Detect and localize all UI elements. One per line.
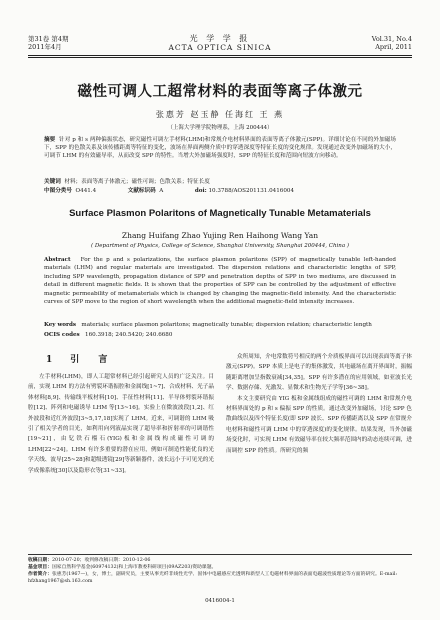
paper-title-en: Surface Plasmon Polaritons of Magnetically Tunable Metamaterials — [69, 208, 371, 219]
header-rule — [28, 55, 412, 56]
footnote-label: 基金项目： — [28, 564, 52, 570]
journal-name-en: ACTA OPTICA SINICA — [168, 43, 272, 52]
journal-name-cn: 光 学 学 报 — [189, 34, 251, 43]
footnote-text: 2010-07-20；收到修改稿日期：2010-12-06 — [52, 558, 151, 563]
body-left-column — [28, 372, 214, 476]
doi-value: 10.3788/AOS201131.0416004 — [208, 188, 295, 194]
ocis-codes — [44, 331, 396, 339]
abstract-en-label: Abstract — [44, 257, 71, 263]
doc-label: 文献标识码 — [127, 188, 156, 194]
abstract-cn-text: 针对 p 和 s 两种偏振状态，研究磁性可调左手材料(LHM)和常规介电材料界面的表面等离子体激元(SPP)。详细讨论在不同的外加磁场下，SPP 的色散关系及该传播距离等特征的变化，波场在界面两侧介质中的穿透深度等特征长度的变化规律。发现通过改变外加磁场的大小，可调节 LHM 的有效磁导率，从而改变 SPP 的特性。当增大外加磁场强度时，SPP 的特征长度和范围向短波方向移动。 — [44, 137, 396, 160]
footnote-text: 张惠芳(1967—)，女，博士，副研究员，主要从事光纤非线性光学、固体中电磁感应光透明和新型人工电磁材料界面的表面电磁波性质理论等方面的研究。E-mail: hfzhang1967@sh.163.com — [28, 572, 398, 584]
footnotes — [28, 557, 412, 585]
doi-label: doi: — [194, 188, 207, 194]
affiliation-cn: （上海大学理学院物理系，上海 200444） — [167, 125, 273, 131]
section-title: 引 言 — [70, 355, 116, 365]
ocis-text: 160.3918; 240.5420; 240.6680 — [85, 332, 173, 338]
footnote-funding — [28, 564, 412, 571]
footnote-text: 国家自然科学基金(60974132)和上海市教委科研项目(09AZ203)资助课题。 — [52, 565, 217, 570]
abstract-cn — [44, 136, 396, 161]
body-paragraph: 众所周知，介电常数符号相反的两个介质板界面可以出现表面等离子体激元(SPP)。SPP 本质上是电子的集体激发，其电磁场在离开界面时，振幅随距离增加呈指数衰减[34,35]。SPP 有许多潜在的应用领域，如亚波长光学、数据存储、光激发、显微术和生物光子学等[36~38]。 — [226, 354, 412, 392]
authors-cn: 张惠芳 赵玉静 任海红 王 燕 — [155, 110, 285, 119]
clc-value: O441.4 — [75, 188, 97, 194]
body-right-column — [226, 352, 412, 456]
abstract-en — [44, 256, 396, 306]
keywords-en-text: materials; surface plasmon polaritons; magnetically tunable; dispersion relation; characteristic length — [81, 322, 372, 328]
header-right — [372, 35, 412, 51]
page-number: 0416004-1 — [205, 598, 235, 604]
clc-label: 中图分类号 — [44, 188, 72, 194]
keywords-en-label: Key words — [44, 322, 77, 328]
body-paragraph: 本文主要研究由 YIG 板和金属线组成的磁性可调的 LHM 和常规介电材料界面处的 p 和 s 偏振 SPP 的性质。通过改变外加磁场，讨论 SPP 色散曲线以及四个特征长度(即 SPP 波长、SPP 传播距离以及 SPP 在常规介电材料和磁性可调 LHM 中的穿透深度)的变化规律。结果发现，当外加磁场变化时，可实现 LHM 有效磁导率在较大频率范围内的动态连续可调，进而调控 SPP 的性质。所研究的频 — [226, 395, 412, 454]
authors-en: Zhang Huifang Zhao Yujing Ren Haihong Wang Yan — [121, 231, 319, 240]
footnote-rule — [28, 554, 412, 555]
body-paragraph: 左手材料(LHM)，即人工超常材料已经引起研究人员的广泛关注。目前，实现 LHM 的方法有劈裂环谐振腔和金属线[1~7]、合成材料、光子晶体材料[8,9]、传输线平板材料[10]、手征性材料[11]、半导体劈裂环谐振腔[12]、阵列和电磁诱导 LHM 等[13~16]。实验上在微波波段[1,2]、红外波段和近红外波段[3~5,17,18]实现了 LHM。近来，可调谐的 LHM 吸引了相关学者的目光，如利用向列液晶实现了超导率和折射率的可调谐性[19~21]，由钇铁石榴石(YIG)板和金属线构成磁性可调的 LHM[22~24]。LHM 有许多重要的潜在应用，例如可制造性能优良的光学天线、波导[25~28]和超级透镜[29]等新颖器件，波长远小于可见光的光学成像系统[30]以及隐形衣等[31~33]。 — [28, 374, 214, 474]
footnote-received — [28, 557, 412, 564]
header-date: 2011年4月 — [28, 43, 62, 51]
keywords-cn-label: 关键词 — [44, 179, 61, 185]
header-rule-thin — [28, 57, 412, 58]
paper-title-cn: 磁性可调人工超常材料的表面等离子体激元 — [77, 83, 363, 100]
section-number: 1 — [46, 355, 61, 365]
header-volume: 第31卷 第4期 — [28, 35, 69, 43]
affiliation-en: ( Department of Physics, College of Science, Shanghai University, Shanghai 200444, China ) — [90, 243, 349, 249]
footnote-label: 收稿日期： — [28, 557, 52, 563]
keywords-cn — [44, 178, 396, 186]
ocis-label: OCIS codes — [44, 332, 80, 338]
footnote-label: 作者简介： — [28, 571, 52, 577]
footnote-author — [28, 571, 412, 585]
abstract-cn-label: 摘要 — [44, 137, 56, 143]
doc-value: A — [159, 188, 164, 194]
abstract-en-text: For the p and s polarizations, the surface plasmon polaritons (SPP) of magnetically tunable left-handed materials (LHM) and regular materials are investigated. The dispersion relations and characteristic lengths of SPP, including SPP wavelength, propagation distance of SPP and penetration depths of SPP in two mediums, are discussed in detail in different magnetic fields. It is shown that the properties of SPP can be controlled by the adjustment of effective magnetic permeability of metamaterials which is changed by changing the magnetic-field intensity. And the characteristic curves of SPP move to the region of short wavelength when the additional magnetic-field intensity increases. — [44, 257, 396, 306]
keywords-en — [44, 321, 396, 329]
section-heading — [46, 352, 115, 365]
classification-cn — [44, 187, 396, 195]
header-date-en: April, 2011 — [375, 43, 412, 51]
header-volume-en: Vol.31, No.4 — [371, 35, 412, 43]
keywords-cn-text: 材料；表面等离子体激元；磁性可调；色散关系；特征长度 — [64, 179, 210, 185]
